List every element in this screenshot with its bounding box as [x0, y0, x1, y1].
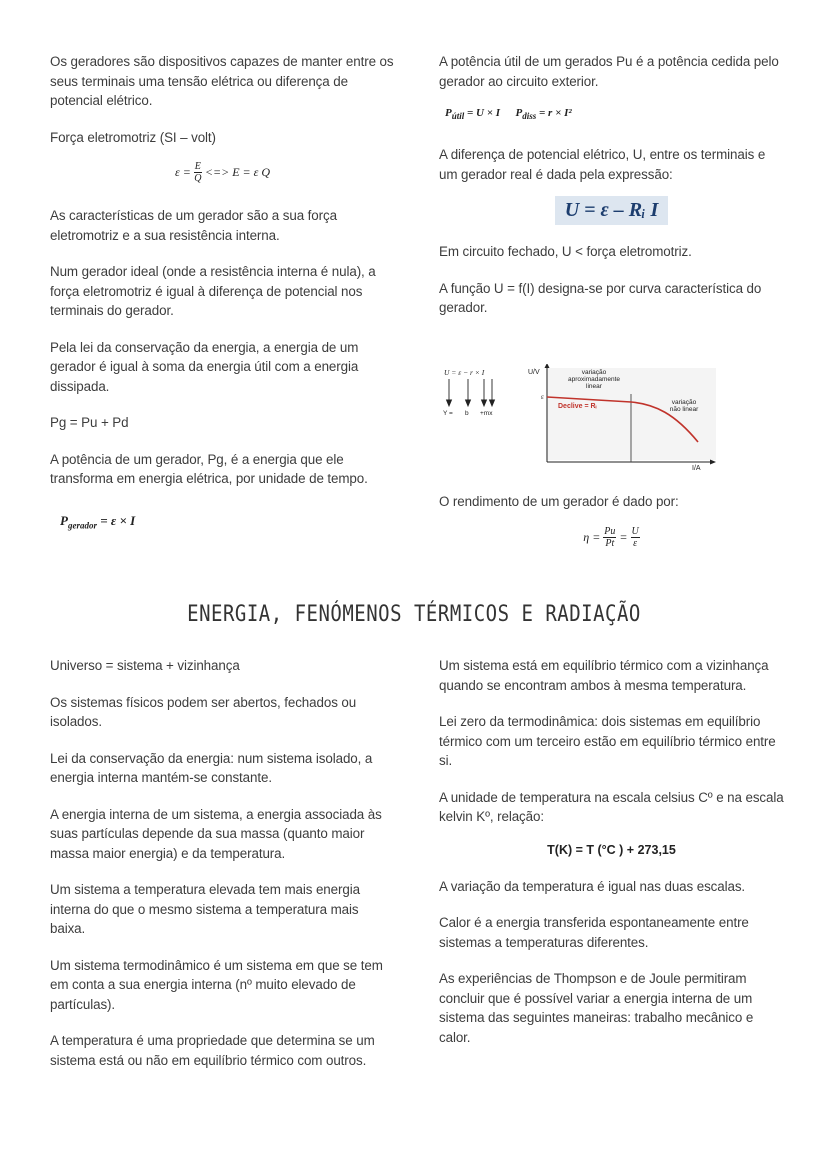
- eq-putil-sub: útil: [451, 111, 465, 122]
- diagram-arrows: [447, 379, 495, 406]
- closed-circuit: Em circuito fechado, U < força eletromotriz.: [439, 244, 692, 260]
- right-bottom-column: [439, 656, 784, 1047]
- generator-characteristics: As características de um gerador são a sua força eletromotriz e a sua resistência interna.: [50, 208, 337, 243]
- zeroth-law: Lei zero da termodinâmica: dois sistemas em equilíbrio térmico com um terceiro estão em equilíbrio térmico entre si.: [439, 714, 776, 768]
- eq-rest: <=> E = ε Q: [204, 165, 271, 179]
- eq-putil: P: [445, 107, 452, 119]
- linear-label-2: aproximadamente: [567, 376, 621, 383]
- eta-equals: =: [619, 529, 628, 544]
- eta-num-1: Pu: [604, 525, 616, 537]
- eq-fraction: [194, 161, 202, 184]
- nonlinear-label-2: não linear: [669, 406, 699, 413]
- universe-definition: Universo = sistema + vizinhança: [50, 658, 240, 673]
- boxed-equation-wrap: [439, 196, 784, 225]
- heat-definition: Calor é a energia transferida espontaneamente entre sistemas a temperaturas diferentes.: [439, 915, 749, 950]
- plot-y-arrow: [545, 364, 550, 368]
- ideal-generator: Num gerador ideal (onde a resistência interna é nula), a força eletromotriz é igual à diferença de potencial nos terminais do gerador.: [50, 264, 376, 318]
- nonlinear-label-1: variação: [671, 399, 697, 406]
- plot-eps-label: ε: [541, 393, 544, 401]
- left-top-column: [50, 52, 395, 530]
- eq-p-sub: gerador: [67, 520, 97, 531]
- temperature-variation: A variação da temperatura é igual nas duas escalas.: [439, 878, 746, 894]
- eq-pdiss-sub: diss: [522, 111, 537, 122]
- plot-x-arrow: [710, 460, 716, 465]
- characteristic-curve: A função U = f(I) designa-se por curva característica do gerador.: [439, 280, 762, 316]
- eta-den-2: ε: [633, 537, 638, 549]
- energy-conservation-law: Lei da conservação da energia: num sistema isolado, a energia interna mantém-se constante.: [50, 750, 373, 785]
- thermodynamic-system: Um sistema termodinâmico é um sistema em que se tem em conta a sua energia interna (nº muito elevado de partículas).: [50, 957, 383, 1012]
- efficiency-text: O rendimento de um gerador é dado por:: [439, 494, 679, 509]
- generators-definition: Os geradores são dispositivos capazes de manter entre os seus terminais uma tensão elétrica ou diferença de potencial elétrico.: [50, 54, 394, 108]
- kelvin-equation: T(K) = T (°C ) + 273,15: [547, 842, 676, 857]
- plot-axis-x-label: I/A: [692, 465, 701, 472]
- thompson-joule: As experiências de Thompson e de Joule permitiram concluir que é possível variar a energia interna de um sistema das seguintes maneiras: trabalho mecânico e calor.: [439, 971, 754, 1045]
- eq-epsilon: ε =: [174, 165, 191, 179]
- potential-difference: A diferença de potencial elétrico, U, entre os terminais e um gerador real é dada pela expressão:: [439, 147, 766, 182]
- power-sum: Pg = Pu + Pd: [50, 415, 129, 430]
- section-title: ENERGIA, FENÓMENOS TÉRMICOS E RADIAÇÃO: [187, 601, 641, 627]
- energy-conservation: Pela lei da conservação da energia, a energia de um gerador é igual à soma da energia útil com a energia dissipada.: [50, 339, 359, 394]
- eta-fraction-1: [603, 526, 616, 549]
- eq-pdiss: P: [515, 107, 523, 119]
- useful-power: A potência útil de um gerados Pu é a potência cedida pelo gerador ao circuito exterior.: [439, 54, 779, 89]
- power-equations: [445, 107, 784, 121]
- thermal-equilibrium: Um sistema está em equilíbrio térmico com a vizinhança quando se encontram ambos à mesma temperatura.: [439, 658, 769, 693]
- efficiency-equation: [439, 526, 784, 549]
- right-top-continued: [439, 492, 784, 549]
- temperature-definition: A temperatura é uma propriedade que determina se um sistema está ou não em equilíbrio térmico com outros.: [50, 1033, 375, 1068]
- diagram-eq-top: U = ε − r × I: [444, 368, 485, 377]
- diagram-mx-label: +mx: [480, 410, 493, 417]
- slope-label: Declive = Rᵢ: [558, 403, 597, 410]
- eq-numerator: E: [194, 161, 201, 172]
- right-top-column: [439, 52, 784, 318]
- generator-power: A potência de um gerador, Pg, é a energia que ele transforma em energia elétrica, por unidade de tempo.: [50, 451, 368, 486]
- system-types: Os sistemas físicos podem ser abertos, fechados ou isolados.: [50, 694, 357, 729]
- temperature-units: A unidade de temperatura na escala celsius Cº e na escala kelvin Kº, relação:: [439, 789, 784, 824]
- eta-den-1: Pt: [605, 537, 615, 549]
- high-temperature-system: Um sistema a temperatura elevada tem mais energia interna do que o mesmo sistema a temperatura mais baixa.: [50, 882, 360, 936]
- eq-denominator: Q: [194, 173, 202, 184]
- internal-energy: A energia interna de um sistema, a energia associada às suas partículas depende da sua massa (quanto maior massa maior energia) e da temperatura.: [50, 806, 382, 861]
- eta-symbol: η =: [583, 529, 601, 544]
- diagram-y-label: Y =: [443, 410, 453, 417]
- boxed-equation: U = ε – Rᵢ I: [555, 196, 669, 225]
- diagram-b-label: b: [465, 410, 469, 417]
- emf-equation: [50, 161, 395, 184]
- eta-fraction-2: [631, 526, 640, 549]
- left-bottom-column: [50, 656, 395, 1070]
- eq-pdiss-rest: = r × I²: [536, 107, 572, 119]
- characteristic-curve-diagram: [440, 364, 720, 474]
- eq-p: P: [60, 512, 68, 528]
- linear-label-3: linear: [586, 383, 602, 390]
- eq-p-rest: = ε × I: [96, 512, 136, 528]
- eta-num-2: U: [631, 525, 639, 537]
- eq-putil-rest: = U × I: [464, 107, 501, 119]
- linear-label-1: variação: [581, 369, 607, 376]
- plot-axis-y-label: U/V: [528, 369, 540, 376]
- pgerador-equation: [60, 513, 395, 531]
- emf-heading: Força eletromotriz (SI – volt): [50, 129, 216, 145]
